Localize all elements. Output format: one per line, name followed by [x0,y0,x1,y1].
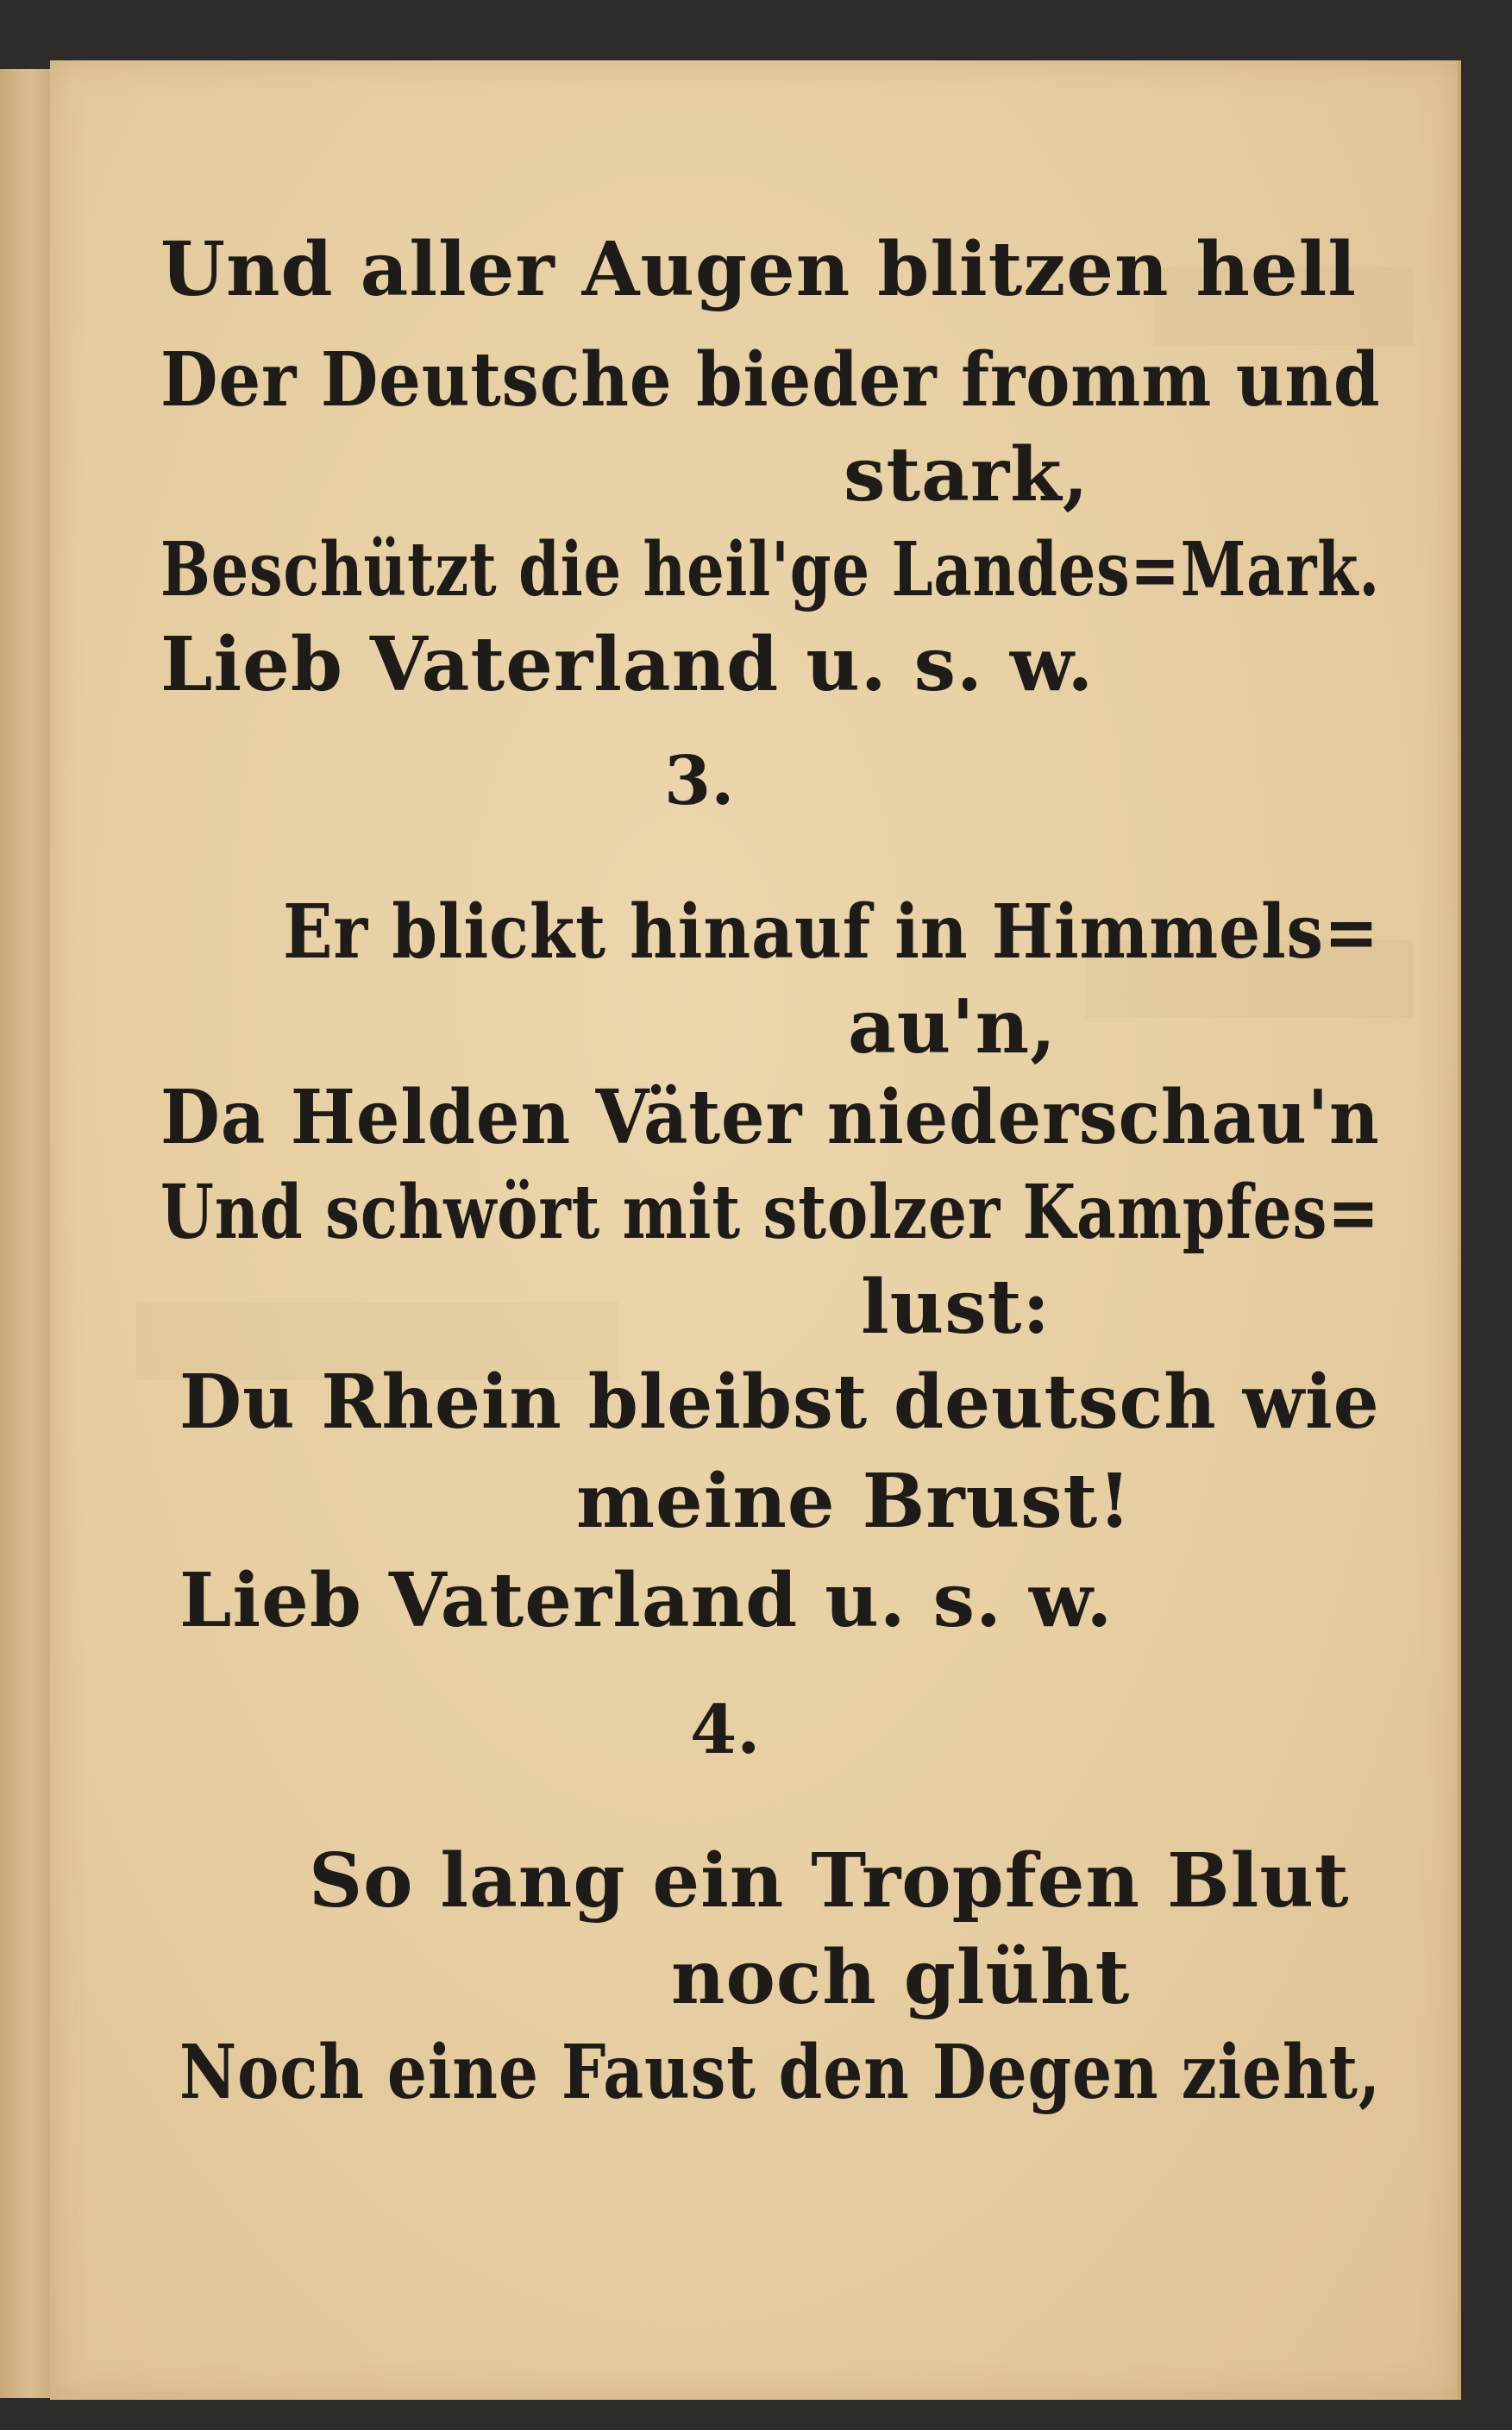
verse-line: au'n, [848,983,1057,1071]
verse-line: Beschützt die heil'ge Landes=Mark. [160,526,1381,613]
verse-line: meine Brust! [576,1458,1132,1545]
verse-line: So lang ein Tropfen Blut [309,1837,1350,1925]
stanza-number: 4. [690,1691,761,1769]
verse-line: stark, [844,431,1089,518]
verse-line: Lieb Vaterland u. s. w. [160,621,1095,708]
verse-line: Und schwört mit stolzer Kampfes= [160,1169,1380,1256]
book-page [50,60,1461,2400]
facing-page-edge [0,69,50,2398]
verse-line: noch glüht [671,1934,1131,2021]
verse-line: Du Rhein bleibst deutsch wie [179,1359,1380,1446]
verse-line: lust: [861,1264,1051,1351]
stanza-number: 3. [664,742,735,820]
verse-line: Da Helden Väter niederschau'n [160,1074,1380,1161]
verse-line: Und aller Augen blitzen hell [160,226,1357,313]
verse-line: Er blickt hinauf in Himmels= [283,888,1380,976]
verse-line: Noch eine Faust den Degen zieht, [179,2029,1381,2116]
verse-line: Der Deutsche bieder fromm und [160,336,1381,424]
verse-line: Lieb Vaterland u. s. w. [179,1557,1114,1644]
